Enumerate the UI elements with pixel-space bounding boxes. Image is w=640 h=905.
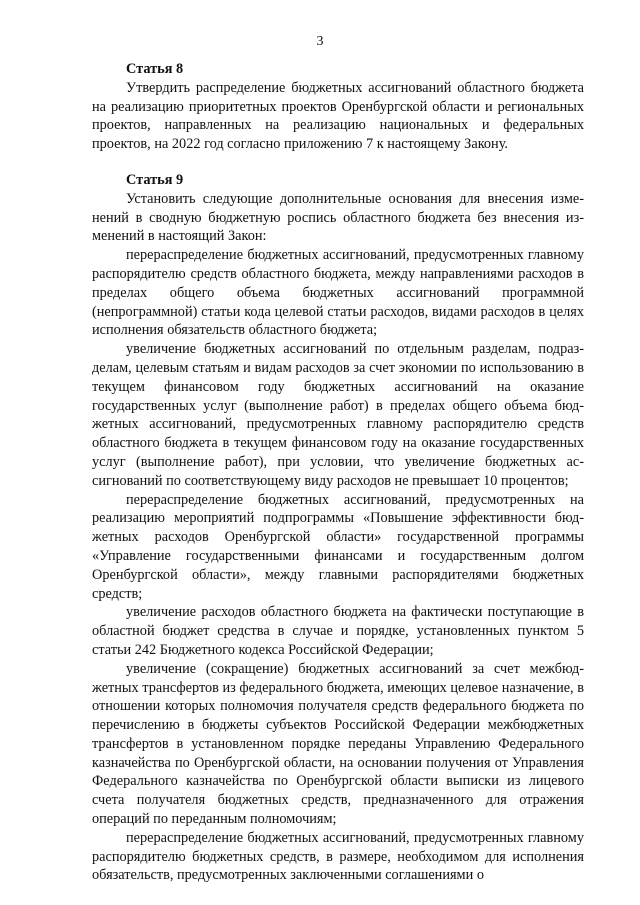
page-number: 3 <box>316 34 324 49</box>
article-9-paragraph-intro: Установить следующие дополнительные основания для внесения изменений в сводную бюджетную роспись областного бюджета без внесения изменений в настоящий Закон: <box>92 190 584 245</box>
article-9-paragraph-actual-receipts: увеличение расходов областного бюджета на фактически поступающие в областной бюджет средства в случае и порядке, установленных пунктом 5 статьи 242 Бюджетного кодекса Российской Федерации; <box>92 604 584 658</box>
article-9-paragraph-transfers: увеличение (сокращение) бюджетных ассигнований за счет межбюджетных трансфертов из федерального бюджета, имеющих целевое назначение, в отношении которых полномочия получателя средств федерального бюджета по перечислению в бюджеты субъектов Российской Федерации межбюджетных трансфертов в установленном порядке переданы Управлению Федерального казначейства по Оренбургской области, на основании получения от Управления Федерального казначейства по Оренбургской области выписки из лицевого счета получателя бюджетных средств, предназначенного для отражения операций по переданным полномочиям; <box>92 660 584 828</box>
article-8 <box>92 60 584 154</box>
article-9-title: Статья 9 <box>126 171 184 188</box>
document-body <box>92 60 584 885</box>
article-9-paragraph-obligations: перераспределение бюджетных ассигнований, предусмотренных главному распорядителю бюджетных средств, в размере, необходимом для исполнения обязательств, предусмотренных заключенными соглашениями о <box>92 829 584 884</box>
article-9-paragraph-increase-sections: увеличение бюджетных ассигнований по отдельным разделам, подразделам, целевым статьям и видам расходов за счет экономии по использованию в текущем финансовом году бюджетных ассигнований на оказание государственных услуг (выполнение работ) в пределах общего объема бюджетных ассигнований, предусмотренных главному распорядителю средств областного бюджета в текущем финансовом году на оказание государственных услуг (выполнение работ), при условии, что увеличение бюджетных ассигнований по соответствующему виду расходов не превышает 10 процентов; <box>92 341 584 489</box>
section-gap <box>92 154 584 171</box>
article-8-title: Статья 8 <box>126 61 184 77</box>
article-9-paragraph-subprogram: перераспределение бюджетных ассигнований, предусмотренных на реализацию мероприятий подпрограммы «Повышение эффективности бюджетных расходов Оренбургской области» государственной программы «Управление государственными финансами и государственным долгом Оренбургской области», между главными распорядителями бюджетных средств; <box>92 491 584 602</box>
article-8-paragraph: Утвердить распределение бюджетных ассигнований областного бюджета на реализацию приоритетных проектов Оренбургской области и региональных проектов, направленных на реализацию национальных и федеральных проектов, на 2022 год согласно приложению 7 к настоящему Закону. <box>92 79 584 153</box>
article-9 <box>92 171 584 885</box>
article-9-paragraph-redistribution: перераспределение бюджетных ассигнований, предусмотренных главному распорядителю средств областного бюджета, между направлениями расходов в пределах общего объема бюджетных ассигнований программной (непрограммной) статьи кода целевой статьи расходов, видами расходов в целях исполнения обязательств областного бюджета; <box>92 247 584 339</box>
